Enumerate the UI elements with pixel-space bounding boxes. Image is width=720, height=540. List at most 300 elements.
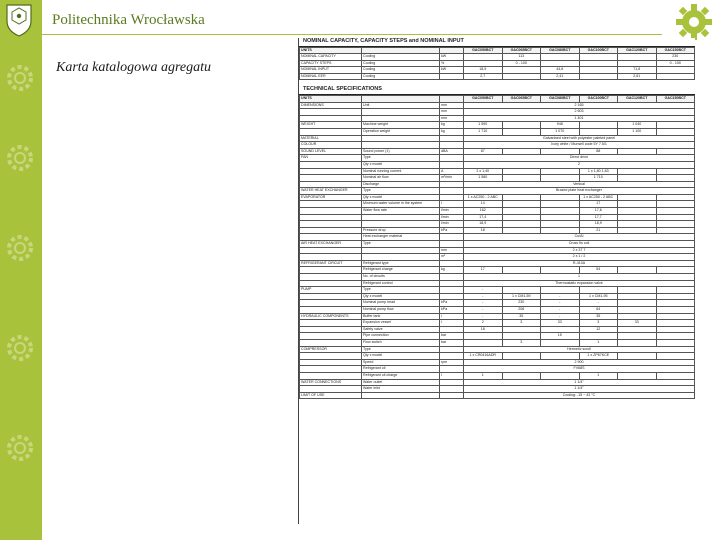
row-value: 1 x CR0416ADR	[464, 353, 503, 360]
row-unit: l/min	[440, 208, 464, 215]
column-header: GAC100BCT	[579, 95, 618, 102]
row-sublabel	[362, 247, 440, 254]
row-label	[300, 280, 362, 287]
row-value: 1 x AC250 - 2 ABC	[579, 194, 618, 201]
row-value	[656, 300, 695, 307]
table-row	[300, 392, 695, 399]
row-sublabel: Flow switch	[362, 339, 440, 346]
row-unit: m²	[440, 254, 464, 261]
row-value: -	[541, 306, 580, 313]
row-unit: m³/min	[440, 175, 464, 182]
row-value: -	[579, 287, 618, 294]
gear-icon	[2, 430, 38, 466]
row-value	[541, 221, 580, 228]
row-sublabel	[362, 214, 440, 221]
table-row	[300, 227, 695, 234]
row-unit: A	[440, 168, 464, 175]
row-sublabel: Refrigerant control	[362, 280, 440, 287]
row-label: AIR HEAT EXCHANGER	[300, 241, 362, 248]
row-label	[300, 161, 362, 168]
row-value: 1 401	[464, 115, 695, 122]
row-unit	[440, 155, 464, 162]
row-value: Cross fin coil	[464, 241, 695, 248]
row-value	[502, 287, 541, 294]
row-value: Ivory white / Munsell code 5Y 7.5/1	[464, 142, 695, 149]
row-label: NOMINAL INPUT	[300, 67, 362, 74]
row-label: REFRIGERANT CIRCUIT	[300, 260, 362, 267]
row-value	[656, 201, 695, 208]
row-value: 162	[464, 208, 503, 215]
row-value: 18	[464, 326, 503, 333]
row-sublabel: Refrigerant oil	[362, 366, 440, 373]
table-row	[300, 306, 695, 313]
row-label	[300, 353, 362, 360]
row-value: 88	[579, 148, 618, 155]
row-value	[656, 67, 695, 74]
row-value: R-410A	[464, 260, 695, 267]
gear-icon	[674, 2, 714, 42]
row-value: Vertical	[464, 181, 695, 188]
row-unit: l	[440, 372, 464, 379]
table-row	[300, 267, 695, 274]
row-value	[656, 214, 695, 221]
row-value: 17	[464, 267, 503, 274]
row-unit	[440, 379, 464, 386]
row-value: -	[464, 287, 503, 294]
row-sublabel	[362, 115, 440, 122]
row-sublabel: Type	[362, 241, 440, 248]
row-unit	[440, 346, 464, 353]
table-row	[300, 67, 695, 74]
row-sublabel: Qty x model	[362, 194, 440, 201]
row-label	[300, 274, 362, 281]
row-label	[300, 320, 362, 327]
row-label	[300, 300, 362, 307]
row-value	[618, 221, 657, 228]
row-unit: kPa	[440, 227, 464, 234]
row-unit: bar	[440, 333, 464, 340]
row-value	[502, 267, 541, 274]
row-value: Brazed plate heat exchanger	[464, 188, 695, 195]
row-sublabel: Water flow rate	[362, 208, 440, 215]
row-unit: bar	[440, 339, 464, 346]
row-value: 1 x AC250 - 2 ABC	[464, 194, 503, 201]
sidebar-decoration	[0, 0, 42, 540]
row-value	[656, 221, 695, 228]
table-row	[300, 201, 695, 208]
table-row	[300, 379, 695, 386]
column-header: GAC050BCT	[464, 95, 503, 102]
row-label	[300, 254, 362, 261]
row-sublabel: Speed	[362, 359, 440, 366]
row-value	[656, 372, 695, 379]
row-label	[300, 214, 362, 221]
row-value: 1 710	[579, 175, 618, 182]
row-value: 1 1/4"	[464, 386, 695, 393]
row-value	[618, 306, 657, 313]
table-header-row	[300, 95, 695, 102]
row-sublabel: Qty x model	[362, 353, 440, 360]
row-value: 18	[464, 227, 503, 234]
table-row	[300, 346, 695, 353]
row-value: 18,9	[464, 221, 503, 228]
page-subtitle: Karta katalogowa agregatu	[56, 60, 212, 75]
row-unit: l	[440, 320, 464, 327]
row-sublabel: Safety valve	[362, 326, 440, 333]
row-unit: mm	[440, 247, 464, 254]
row-value	[579, 333, 618, 340]
row-value	[541, 214, 580, 221]
row-label	[300, 247, 362, 254]
row-value	[502, 333, 541, 340]
row-label: WATER CONNECTIONS	[300, 379, 362, 386]
tech-table	[299, 95, 695, 399]
table-row	[300, 188, 695, 195]
row-value	[656, 227, 695, 234]
table-row	[300, 287, 695, 294]
row-sublabel	[362, 135, 440, 142]
row-value	[579, 73, 618, 80]
table-row	[300, 313, 695, 320]
row-value: 14	[464, 201, 503, 208]
row-value: -	[464, 313, 503, 320]
row-value: 208	[502, 306, 541, 313]
row-value: 3	[579, 320, 618, 327]
table-row	[300, 155, 695, 162]
row-value	[541, 267, 580, 274]
row-sublabel: Cooling	[362, 73, 440, 80]
row-value: 1 x CM1-59	[502, 293, 541, 300]
row-label	[300, 181, 362, 188]
table-row	[300, 260, 695, 267]
row-label	[300, 115, 362, 122]
table-row	[300, 353, 695, 360]
row-value	[502, 168, 541, 175]
row-sublabel	[362, 392, 440, 399]
row-label	[300, 201, 362, 208]
row-sublabel: Water outlet	[362, 379, 440, 386]
row-unit	[440, 194, 464, 201]
row-value: Cooling: -15 ~ 43 °C	[464, 392, 695, 399]
row-sublabel	[362, 142, 440, 149]
row-unit	[440, 188, 464, 195]
row-label: SOUND LEVEL	[300, 148, 362, 155]
row-value	[541, 201, 580, 208]
row-sublabel: Pipe connection	[362, 333, 440, 340]
row-value	[464, 54, 503, 61]
table-row	[300, 293, 695, 300]
column-header: GAC065BCT	[502, 47, 541, 54]
row-value	[656, 306, 695, 313]
row-value	[541, 227, 580, 234]
column-header: GAC065BCT	[502, 95, 541, 102]
row-value: 35	[579, 313, 618, 320]
row-value: 2 603	[464, 109, 695, 116]
header-divider	[42, 34, 662, 35]
column-header	[440, 47, 464, 54]
row-value	[618, 287, 657, 294]
row-label	[300, 175, 362, 182]
row-sublabel: Buffer tank	[362, 313, 440, 320]
row-value	[618, 208, 657, 215]
row-label: NOMINAL CAPACITY	[300, 54, 362, 61]
row-value	[502, 227, 541, 234]
row-label	[300, 208, 362, 215]
column-header: GAC150BCT	[656, 95, 695, 102]
row-sublabel: Nominal pump flow	[362, 306, 440, 313]
row-sublabel: Type	[362, 346, 440, 353]
row-value	[541, 287, 580, 294]
row-unit: rpm	[440, 359, 464, 366]
row-value: 2 x 1,40	[464, 168, 503, 175]
row-sublabel: Pressure drop	[362, 227, 440, 234]
row-value: -	[541, 313, 580, 320]
row-sublabel: Cooling	[362, 67, 440, 74]
gear-icon	[2, 60, 38, 96]
row-sublabel: Nominal running current	[362, 168, 440, 175]
row-value	[541, 339, 580, 346]
row-value	[656, 333, 695, 340]
row-sublabel: Nominal pump head	[362, 300, 440, 307]
table-header-row	[300, 47, 695, 54]
row-value	[618, 194, 657, 201]
column-header	[362, 95, 440, 102]
table-row	[300, 214, 695, 221]
row-unit	[440, 293, 464, 300]
row-label: PUMP	[300, 287, 362, 294]
row-sublabel: Sound power (1)	[362, 148, 440, 155]
row-value	[656, 128, 695, 135]
row-value: 1 590	[464, 122, 503, 129]
row-label: MATERIAL	[300, 135, 362, 142]
row-label	[300, 366, 362, 373]
row-sublabel: Unit	[362, 102, 440, 109]
row-value	[656, 326, 695, 333]
row-value	[579, 122, 618, 129]
column-header: GAC050BCT	[464, 47, 503, 54]
row-value: 1	[464, 274, 695, 281]
row-value	[502, 194, 541, 201]
row-unit	[440, 366, 464, 373]
university-name: Politechnika Wrocławska	[52, 12, 205, 28]
table-row	[300, 221, 695, 228]
row-value	[502, 128, 541, 135]
row-value	[502, 208, 541, 215]
row-value	[579, 67, 618, 74]
table-row	[300, 359, 695, 366]
table-row	[300, 326, 695, 333]
row-value	[464, 339, 503, 346]
row-unit	[440, 181, 464, 188]
table-row	[300, 54, 695, 61]
row-value	[541, 54, 580, 61]
table-row	[300, 115, 695, 122]
row-value: 1	[464, 372, 503, 379]
row-value: -	[579, 300, 618, 307]
row-label: HYDRAULIC COMPONENTS	[300, 313, 362, 320]
row-unit	[440, 260, 464, 267]
row-label: FAN	[300, 155, 362, 162]
row-value	[541, 208, 580, 215]
row-value	[618, 326, 657, 333]
column-header: GAC120BCT	[618, 47, 657, 54]
row-unit	[440, 73, 464, 80]
row-value: -	[464, 293, 503, 300]
row-value: 230	[502, 300, 541, 307]
row-value: 2,7	[464, 73, 503, 80]
row-value: 2	[464, 320, 503, 327]
row-value	[656, 320, 695, 327]
row-value: 2 x 37 7	[464, 247, 695, 254]
row-sublabel: Discharge	[362, 181, 440, 188]
column-header: GAC080BCT	[541, 95, 580, 102]
row-sublabel	[362, 221, 440, 228]
row-sublabel: Cooling	[362, 60, 440, 67]
row-value: Cu/Al	[464, 234, 695, 241]
row-unit: kW	[440, 54, 464, 61]
row-value	[541, 168, 580, 175]
row-value	[618, 148, 657, 155]
row-unit	[440, 142, 464, 149]
row-value: 17	[579, 201, 618, 208]
row-label	[300, 339, 362, 346]
row-value: 17,7	[579, 214, 618, 221]
row-unit: %	[440, 60, 464, 67]
row-label	[300, 326, 362, 333]
row-value: 2	[464, 161, 695, 168]
row-value: 87	[464, 148, 503, 155]
table-row	[300, 254, 695, 261]
row-value	[541, 148, 580, 155]
row-label	[300, 386, 362, 393]
row-value	[656, 287, 695, 294]
table-row	[300, 194, 695, 201]
row-value: Hermetic scroll	[464, 346, 695, 353]
row-value: Galvanised steel with polyester painted panel	[464, 135, 695, 142]
row-value: 1 040	[618, 122, 657, 129]
table-row	[300, 135, 695, 142]
row-unit	[440, 135, 464, 142]
row-value	[656, 208, 695, 215]
table-row	[300, 339, 695, 346]
table-row	[300, 181, 695, 188]
row-value: 1 x CM1-95	[579, 293, 618, 300]
row-label	[300, 267, 362, 274]
table-row	[300, 366, 695, 373]
row-unit: mm	[440, 109, 464, 116]
row-value: 2 165	[464, 102, 695, 109]
table-row	[300, 122, 695, 129]
column-header: GAC100BCT	[579, 47, 618, 54]
row-value	[579, 128, 618, 135]
nominal-table	[299, 47, 695, 81]
table-row	[300, 161, 695, 168]
row-sublabel: Machine weight	[362, 122, 440, 129]
row-value: 18,5	[464, 67, 503, 74]
row-value	[656, 122, 695, 129]
row-value	[656, 168, 695, 175]
row-value: 0 - 100	[656, 60, 695, 67]
row-value	[618, 168, 657, 175]
row-value	[579, 54, 618, 61]
row-unit	[440, 386, 464, 393]
row-unit	[440, 234, 464, 241]
catalog-sheet	[298, 38, 695, 524]
row-value	[541, 60, 580, 67]
row-value	[541, 194, 580, 201]
row-label: COLOUR	[300, 142, 362, 149]
row-value: 71,8	[618, 67, 657, 74]
row-value	[618, 293, 657, 300]
row-label: COMPRESSOR	[300, 346, 362, 353]
row-unit	[440, 287, 464, 294]
row-value: Direct drive	[464, 155, 695, 162]
row-value	[541, 326, 580, 333]
row-value: 33	[541, 320, 580, 327]
row-unit: kPa	[440, 306, 464, 313]
row-sublabel: Cooling	[362, 54, 440, 61]
row-value	[541, 175, 580, 182]
row-value: 1	[579, 339, 618, 346]
row-value	[502, 201, 541, 208]
row-value: 17,4	[464, 214, 503, 221]
row-label: EVAPORATOR	[300, 194, 362, 201]
row-value	[618, 214, 657, 221]
row-value: 44,6	[541, 67, 580, 74]
section-title-tech: TECHNICAL SPECIFICATIONS	[299, 86, 695, 95]
row-label	[300, 168, 362, 175]
column-header: GAC120BCT	[618, 95, 657, 102]
row-value: 948	[541, 122, 580, 129]
university-emblem-icon	[4, 2, 34, 38]
row-value: -	[464, 300, 503, 307]
gear-icon	[2, 330, 38, 366]
row-value: 35	[502, 313, 541, 320]
row-sublabel: Refrigerant charge	[362, 267, 440, 274]
row-unit: l	[440, 201, 464, 208]
row-sublabel: Qty x model	[362, 293, 440, 300]
row-unit	[440, 161, 464, 168]
row-sublabel: Operation weight	[362, 128, 440, 135]
row-unit: mm	[440, 115, 464, 122]
row-value: 1	[579, 372, 618, 379]
row-value	[502, 214, 541, 221]
row-value: 113	[502, 54, 541, 61]
row-value	[502, 122, 541, 129]
row-value	[618, 372, 657, 379]
row-unit: l/min	[440, 214, 464, 221]
row-value	[618, 175, 657, 182]
row-value	[464, 60, 503, 67]
row-value	[541, 372, 580, 379]
row-value: -	[541, 293, 580, 300]
row-label: WATER HEAT EXCHANGER	[300, 188, 362, 195]
row-value	[502, 353, 541, 360]
row-unit: dBA	[440, 148, 464, 155]
row-sublabel: Nominal air flow	[362, 175, 440, 182]
row-unit: kg	[440, 122, 464, 129]
row-sublabel	[362, 109, 440, 116]
table-row	[300, 73, 695, 80]
row-unit	[440, 326, 464, 333]
row-sublabel: Type	[362, 188, 440, 195]
row-unit: l	[440, 313, 464, 320]
row-value: 1 070	[541, 128, 580, 135]
row-value: 33	[618, 320, 657, 327]
row-sublabel: Type	[362, 287, 440, 294]
row-label	[300, 227, 362, 234]
row-value	[541, 353, 580, 360]
